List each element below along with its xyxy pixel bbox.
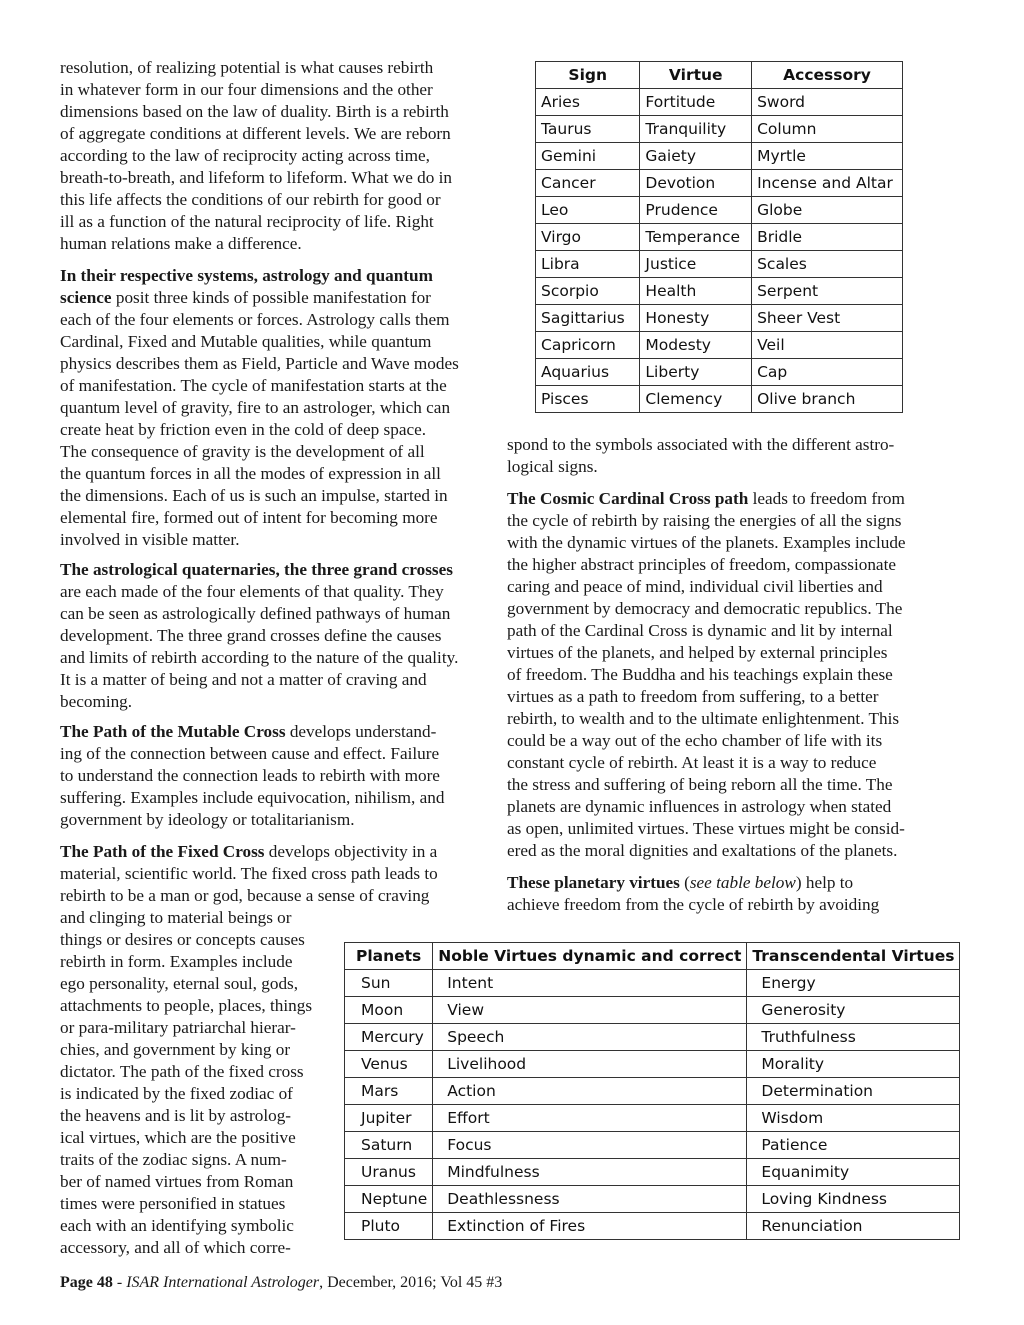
table-row (536, 170, 903, 197)
table-row (536, 143, 903, 170)
text-line: of aggregate conditions at different levels. We are reborn (60, 124, 451, 143)
text-line: constant cycle of rebirth. At least it is a way to reduce (507, 753, 877, 772)
table-row (536, 305, 903, 332)
table-cell: Cap (752, 359, 903, 386)
bold-lead-2: science (60, 288, 112, 307)
table-cell: Patience (747, 1132, 960, 1159)
bold-lead: The Path of the Fixed Cross (60, 842, 265, 861)
text-line: ical virtues, which are the positive (60, 1128, 296, 1147)
table-cell: Moon (345, 997, 433, 1024)
table-cell: Neptune (345, 1186, 433, 1213)
table-cell: Leo (536, 197, 640, 224)
paragraph-spond (507, 434, 947, 478)
text-line: dictator. The path of the fixed cross (60, 1062, 304, 1081)
table-cell: Health (640, 278, 752, 305)
table-cell: Sun (345, 970, 433, 997)
text-line: rebirth, to wealth and to the ultimate enlightenment. This (507, 709, 900, 728)
text-line: government by ideology or totalitarianism. (60, 810, 355, 829)
text-line: the cycle of rebirth by raising the energies of all the signs (507, 511, 902, 530)
text-line: the quantum forces in all the modes of expression in all (60, 464, 441, 483)
text-line: of manifestation. The cycle of manifestation starts at the (60, 376, 447, 395)
table-cell: Equanimity (747, 1159, 960, 1186)
text-line (60, 841, 492, 863)
paragraph-quaternaries (60, 559, 492, 713)
table-cell: Olive branch (752, 386, 903, 413)
paragraph-planetary-virtues (507, 872, 947, 916)
table-row (536, 89, 903, 116)
table-cell: Venus (345, 1051, 433, 1078)
table-row (536, 116, 903, 143)
text-line: ing of the connection between cause and effect. Failure (60, 744, 440, 763)
table-cell: Mars (345, 1078, 433, 1105)
text-line: this life affects the conditions of our rebirth for good or (60, 190, 441, 209)
text-line: could be a way out of the echo chamber of life with its (507, 731, 883, 750)
table-cell: Determination (747, 1078, 960, 1105)
table-row (536, 278, 903, 305)
text-line: in whatever form in our four dimensions and the other (60, 80, 433, 99)
text-line: physics describes them as Field, Particle and Wave modes (60, 354, 459, 373)
table-cell: Virgo (536, 224, 640, 251)
table-cell: Veil (752, 332, 903, 359)
bold-lead: These planetary virtues (507, 873, 680, 892)
table-cell: Globe (752, 197, 903, 224)
text-line: quantum level of gravity, fire to an astrologer, which can (60, 398, 451, 417)
table-cell: Gaiety (640, 143, 752, 170)
table-cell: Tranquility (640, 116, 752, 143)
table-cell: Effort (433, 1105, 747, 1132)
text-line: dimensions based on the law of duality. Birth is a rebirth (60, 102, 449, 121)
table-row (345, 997, 960, 1024)
table-row (536, 332, 903, 359)
bold-lead: The astrological quaternaries, the three grand crosses (60, 560, 453, 579)
text-line: Cardinal, Fixed and Mutable qualities, while quantum (60, 332, 432, 351)
text-line: rebirth to be a man or god, because a sense of craving (60, 886, 430, 905)
table-cell: Deathlessness (433, 1186, 747, 1213)
table-row (536, 359, 903, 386)
table-cell: Taurus (536, 116, 640, 143)
table-cell: Saturn (345, 1132, 433, 1159)
text-line: planets are dynamic influences in astrology when stated (507, 797, 892, 816)
table-cell: Speech (433, 1024, 747, 1051)
text-line: and limits of rebirth according to the nature of the quality. (60, 648, 459, 667)
text-line (507, 488, 947, 510)
table-cell: Sword (752, 89, 903, 116)
text-line: achieve freedom from the cycle of rebirth by avoiding (507, 895, 880, 914)
table-cell: Temperance (640, 224, 752, 251)
table-row (345, 1213, 960, 1240)
text-line: with the dynamic virtues of the planets. Examples include (507, 533, 906, 552)
text-line: The consequence of gravity is the development of all (60, 442, 425, 461)
table-cell: Aries (536, 89, 640, 116)
sign-virtue-table (535, 61, 903, 413)
table-cell: Devotion (640, 170, 752, 197)
table-cell: Aquarius (536, 359, 640, 386)
text-line: ered as the moral dignities and exaltations of the planets. (507, 841, 898, 860)
table-cell: Honesty (640, 305, 752, 332)
text-line: spond to the symbols associated with the different astro- (507, 435, 895, 454)
table-row (345, 1159, 960, 1186)
text-line: can be seen as astrologically defined pathways of human (60, 604, 451, 623)
table-cell: Cancer (536, 170, 640, 197)
text-line: It is a matter of being and not a matter of craving and (60, 670, 427, 689)
table-row (345, 1078, 960, 1105)
text-line: suffering. Examples include equivocation, nihilism, and (60, 788, 445, 807)
paragraph-rebirth (60, 57, 492, 255)
table-cell: Myrtle (752, 143, 903, 170)
table-cell: Truthfulness (747, 1024, 960, 1051)
text-line: of freedom. The Buddha and his teachings explain these (507, 665, 893, 684)
paragraph-cardinal-cross (507, 488, 947, 862)
bold-lead: The Cosmic Cardinal Cross path (507, 489, 749, 508)
table-cell: Wisdom (747, 1105, 960, 1132)
text-line: each of the four elements or forces. Astrology calls them (60, 310, 450, 329)
column-header: Virtue (640, 62, 752, 89)
table-cell: Extinction of Fires (433, 1213, 747, 1240)
table-cell: Morality (747, 1051, 960, 1078)
text-line: breath-to-breath, and lifeform to lifeform. What we do in (60, 168, 452, 187)
publication-title: ISAR International Astrologer (126, 1274, 320, 1291)
text-line: becoming. (60, 692, 133, 711)
text-line: logical signs. (507, 457, 598, 476)
column-header: Sign (536, 62, 640, 89)
text-line: path of the Cardinal Cross is dynamic and lit by internal (507, 621, 893, 640)
table-cell: View (433, 997, 747, 1024)
table-row (536, 251, 903, 278)
text-line: chies, and government by king or (60, 1040, 291, 1059)
table-cell: Modesty (640, 332, 752, 359)
table-row (345, 1105, 960, 1132)
text-line: according to the law of reciprocity acting across time, (60, 146, 430, 165)
text-line: things or desires or concepts causes (60, 930, 305, 949)
table-row (536, 386, 903, 413)
text-line (60, 721, 492, 743)
text-line: material, scientific world. The fixed cross path leads to (60, 864, 438, 883)
issue-info: , December, 2016; Vol 45 #3 (319, 1274, 503, 1291)
table-cell: Fortitude (640, 89, 752, 116)
table-cell: Mindfulness (433, 1159, 747, 1186)
text-line: is indicated by the fixed zodiac of (60, 1084, 293, 1103)
lead-text: develops objectivity in a (264, 842, 438, 861)
text-line: attachments to people, places, things (60, 996, 313, 1015)
table-cell: Serpent (752, 278, 903, 305)
text-line: government by democracy and democratic republics. The (507, 599, 903, 618)
paragraph-astrology-quantum (60, 265, 492, 551)
text-line: accessory, and all of which corre- (60, 1238, 291, 1257)
table-cell: Gemini (536, 143, 640, 170)
planet-virtue-table (344, 942, 960, 1240)
table-cell: Liberty (640, 359, 752, 386)
text-line: science posit three kinds of possible manifestation for (60, 288, 431, 307)
text-line: the higher abstract principles of freedom, compassionate (507, 555, 896, 574)
text-line: each with an identifying symbolic (60, 1216, 294, 1235)
column-header: Accessory (752, 62, 903, 89)
table-row (536, 197, 903, 224)
table-cell: Renunciation (747, 1213, 960, 1240)
text-line: create heat by friction even in the cold of deep space. (60, 420, 427, 439)
table-cell: Jupiter (345, 1105, 433, 1132)
column-header: Planets (345, 943, 433, 970)
table-cell: Uranus (345, 1159, 433, 1186)
table-cell: Scales (752, 251, 903, 278)
bold-lead: In their respective systems, astrology and quantum (60, 266, 433, 285)
table-cell: Libra (536, 251, 640, 278)
table-cell: Pluto (345, 1213, 433, 1240)
page-footer: Page 48 - ISAR International Astrologer, December, 2016; Vol 45 #3 (60, 1274, 503, 1291)
paragraph-mutable-cross (60, 721, 492, 831)
text-line: These planetary virtues (see table below) help to (507, 873, 854, 892)
table-cell: Sagittarius (536, 305, 640, 332)
column-header: Noble Virtues dynamic and correct (433, 943, 747, 970)
text-line: human relations make a difference. (60, 234, 302, 253)
table-row (345, 1024, 960, 1051)
table-cell: Prudence (640, 197, 752, 224)
page-number: Page 48 (60, 1274, 113, 1291)
table-cell: Energy (747, 970, 960, 997)
table-cell: Bridle (752, 224, 903, 251)
text-line: as open, unlimited virtues. These virtues might be consid- (507, 819, 905, 838)
text-line: virtues as a path to freedom from suffering, to a better (507, 687, 879, 706)
table-cell: Generosity (747, 997, 960, 1024)
text-line: or para-military patriarchal hierar- (60, 1018, 296, 1037)
table-cell: Scorpio (536, 278, 640, 305)
table-cell: Sheer Vest (752, 305, 903, 332)
table-cell: Livelihood (433, 1051, 747, 1078)
text-line: and clinging to material beings or (60, 908, 292, 927)
text-line: the dimensions. Each of us is such an impulse, started in (60, 486, 448, 505)
text-line: the heavens and is lit by astrolog- (60, 1106, 292, 1125)
table-row (345, 1051, 960, 1078)
table-row (345, 1186, 960, 1213)
table-row (345, 1132, 960, 1159)
table-cell: Column (752, 116, 903, 143)
text-line: ill as a function of the natural reciprocity of life. Right (60, 212, 434, 231)
text-line: virtues of the planets, and helped by external principles (507, 643, 888, 662)
text-line: ego personality, eternal soul, gods, (60, 974, 299, 993)
table-cell: Justice (640, 251, 752, 278)
table-cell: Intent (433, 970, 747, 997)
text-line: development. The three grand crosses define the causes (60, 626, 442, 645)
table-header-row (536, 62, 903, 89)
text-line: rebirth in form. Examples include (60, 952, 293, 971)
right-column (507, 434, 947, 916)
table-cell: Pisces (536, 386, 640, 413)
table-cell: Incense and Altar (752, 170, 903, 197)
table-row (536, 224, 903, 251)
italic-ref: see table below (689, 873, 796, 892)
table-cell: Capricorn (536, 332, 640, 359)
table-row (345, 970, 960, 997)
text-line: times were personified in statues (60, 1194, 286, 1213)
table-cell: Loving Kindness (747, 1186, 960, 1213)
text-line: the stress and suffering of being reborn all the time. The (507, 775, 893, 794)
bold-lead: The Path of the Mutable Cross (60, 722, 286, 741)
text-line: traits of the zodiac signs. A num- (60, 1150, 287, 1169)
text-line: resolution, of realizing potential is what causes rebirth (60, 58, 434, 77)
text-line: elemental fire, formed out of intent for becoming more (60, 508, 438, 527)
lead-text: develops understand- (285, 722, 437, 741)
table-cell: Clemency (640, 386, 752, 413)
column-header: Transcendental Virtues (747, 943, 960, 970)
text-line: caring and peace of mind, individual civil liberties and (507, 577, 883, 596)
text-line: to understand the connection leads to rebirth with more (60, 766, 440, 785)
text-line: are each made of the four elements of that quality. They (60, 582, 444, 601)
table-cell: Mercury (345, 1024, 433, 1051)
text-line: involved in visible matter. (60, 530, 240, 549)
table-header-row (345, 943, 960, 970)
text-line: ber of named virtues from Roman (60, 1172, 294, 1191)
table-cell: Focus (433, 1132, 747, 1159)
table-cell: Action (433, 1078, 747, 1105)
lead-text: leads to freedom from (748, 489, 905, 508)
